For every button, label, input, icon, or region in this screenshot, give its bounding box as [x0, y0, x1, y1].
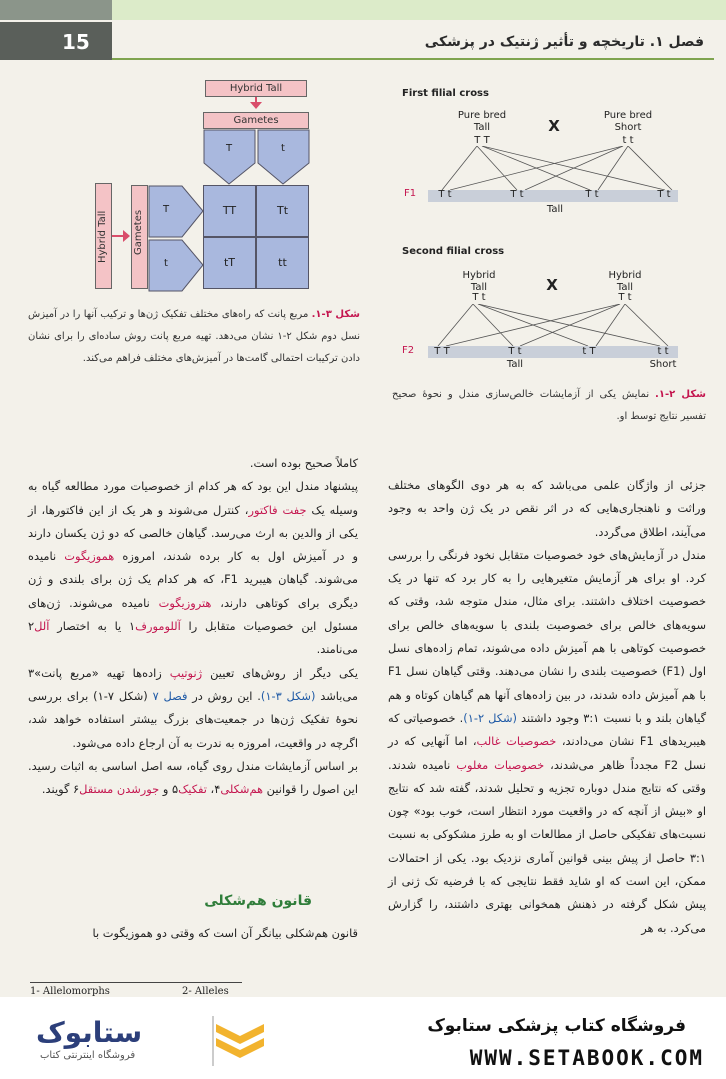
gamete-side-shapes [148, 185, 204, 293]
punnett-side-label: Hybrid Tall [97, 210, 108, 263]
f1-label: F1 [404, 188, 417, 199]
paragraph: جزئی از واژگان علمی می‌باشد که به هر دوی الگوهای مختلف وراثت و ناهنجاری‌هایی که در اثر نقص در یک ژن واحد به وجود می‌آیند، اطلاق می‌گردد. [388, 478, 706, 539]
shop-url[interactable]: WWW.SETABOOK.COM [469, 1046, 704, 1070]
f2-offspring: T t [508, 346, 522, 357]
gamete-side-t: t [164, 258, 168, 269]
second-parent-left: Hybrid Tall [462, 270, 496, 293]
first-cross-symbol: X [548, 117, 560, 135]
punnett-square-figure [90, 75, 320, 295]
figure-reference-link[interactable]: (شکل ۲-۱) [463, 710, 518, 725]
f2-offspring-label: Tall [506, 359, 524, 370]
left-column-text [28, 452, 358, 801]
f1-bar [428, 190, 678, 202]
page-number: 15 [62, 30, 90, 54]
arrow-down-icon [250, 102, 262, 109]
chapter-title: فصل ۱. تاریخچه و تأثیر ژنتیک در پزشکی [424, 34, 704, 50]
term-gene-pair: جفت فاکتور [248, 502, 307, 517]
punnett-cell: tT [203, 237, 256, 289]
text: ، کنترل می‌شوند و هر یک از این فاکتورها، از یکی از والدین به ارث می‌رسد. گیاهان خالصی که دو ژن یکسان دارند و در آمیزش اول به کار برده شدند، امروزه [28, 502, 358, 564]
punnett-gametes-side: Gametes [133, 209, 144, 255]
term-allele: آلل [34, 619, 50, 634]
term-homozygote: هموزیگوت [64, 549, 115, 564]
text: نامیده می‌شوند. ژن‌های مسئول این خصوصیات متقابل را [28, 595, 358, 634]
f1-offspring: T t [510, 189, 524, 200]
chapter-reference-link[interactable]: فصل ۷ [152, 688, 188, 703]
second-cross-title: Second filial cross [402, 246, 505, 257]
text: . این روش در [187, 688, 261, 703]
second-parent-left-genotype: T t [472, 292, 486, 303]
punnett-cell: tt [256, 237, 309, 289]
punnett-top-label: Hybrid Tall [205, 80, 307, 97]
term-segregation: تفکیک [178, 782, 207, 797]
punnett-cell: TT [203, 185, 256, 237]
caption-label: شکل ۲-۱. [655, 389, 706, 400]
gamete-side-T: T [162, 204, 170, 215]
f1-offspring: T t [657, 189, 671, 200]
caption-label: شکل ۳-۱. [311, 309, 360, 320]
first-parent-right: Pure bred Short [603, 110, 653, 133]
second-parent-right: Hybrid Tall [608, 270, 642, 293]
first-parent-right-genotype: t t [622, 135, 634, 146]
f2-offspring: T T [434, 346, 450, 357]
f2-offspring: t T [582, 346, 596, 357]
text: ۶ گویند. [41, 782, 80, 797]
paragraph [388, 544, 706, 940]
text: ، اما آنهایی که در نسل F2 مجدداً ظاهر می‌شدند، [388, 734, 706, 772]
punnett-gametes-top: Gametes [203, 112, 309, 129]
footnote-2: 2- Alleles [182, 986, 229, 997]
page-number-box [0, 22, 112, 60]
section-title: قانون هم‌شکلی [204, 893, 312, 909]
right-column-text [388, 474, 706, 940]
gamete-top-shapes [203, 129, 311, 185]
term-recessive: خصوصیات مغلوب [456, 757, 545, 772]
f2-offspring-label: Short [649, 359, 677, 370]
term-independent-assortment: جورشدن مستقل [79, 782, 160, 797]
left-column-section-text: قانون هم‌شکلی بیانگر آن است که وقتی دو هموزیگوت با [92, 926, 358, 940]
paragraph [28, 755, 358, 802]
footnote-divider [30, 982, 242, 983]
header-divider [112, 58, 714, 60]
caption-text: نمایش یکی از آزمایشات خالص‌سازی مندل و نحوهٔ صحیح تفسیر نتایج توسط او. [392, 389, 706, 422]
text: زاده‌ها تهیه «مربع پانت»۳ می‌باشد [28, 665, 359, 703]
figure-1-2-caption [392, 384, 706, 428]
gamete-top-t: t [281, 143, 285, 154]
second-cross-symbol: X [546, 276, 558, 294]
text: (شکل ۷-۱) برای بررسی نحوهٔ تفکیک ژن‌ها در جمعیت‌های بزرگ بیشتر استفاده خواهد شد، اگرچه در واقعیت، امروزه به ندرت به آن ارجاع داده می‌شود. [28, 688, 358, 750]
text: نامیده شدند. وقتی که نتایج مندل دوباره تجزیه و تحلیل شدند، گفته شد که نتایج او «بیش از آنچه که در واقعیت مورد انتظار است، خوب بود» چون نسبت‌های تفکیکی حاصل از مطالعات او به طرز مشکوکی به نسبت ۳:۱ حاصل از پیش بینی قوانین آماری نزدیک بود. یکی از احتمالات ممکن، این است که او شاید فقط نتایجی که با فرضیه تک ژنی از پیش شکل گرفته در ذهنش همخوانی بهتری داشتند، را گزارش می‌کرد. به هر [388, 757, 706, 935]
text: پیشنهاد مندل این بود که هر کدام از خصوصیات مورد مطالعه گیاه به وسیله یک [28, 479, 359, 517]
text: . خصوصیاتی که هیبریدهای F1 نشان می‌دادند، [388, 710, 706, 749]
term-uniformity: هم‌شکلی [220, 782, 264, 797]
paragraph [28, 475, 358, 661]
first-parent-left: Pure bred Tall [457, 110, 507, 133]
f2-bar [428, 346, 678, 358]
setabook-logo-icon [212, 1016, 268, 1066]
text: ۱ یا به اختصار [49, 619, 136, 634]
arrow-right-icon [123, 230, 130, 242]
shop-title: فروشگاه کتاب پزشکی ستابوک [427, 1016, 686, 1036]
f1-offspring: T t [585, 189, 599, 200]
caption-text: مربع پانت که راه‌های مختلف تفکیک ژن‌ها و ترکیب آنها را در آمیزش نسل دوم شکل ۲-۱ نشان می‌دهد. تهیه مربع پانت روش ساده‌ای را برای نشان دادن ترکیبات احتمالی گامت‌ها در آمیزش‌های مختلف فراهم می‌کند. [28, 309, 360, 364]
text: یکی دیگر از روش‌های تعیین [202, 665, 358, 680]
text: نامیده می‌شوند. گیاهان هیبرید F1، که هر کدام یک ژن برای بلندی و ژن دیگری برای کوتاهی دارند، [28, 549, 359, 610]
text: مندل در آزمایش‌های خود خصوصیات متقابل نخود فرنگی را بررسی کرد. او برای هر آزمایش متغیرهایی را به کار برد که تنها در یک خصوصیت اختلاف داشتند. برای مثال، مندل متوجه شد، وقتی که سویه‌های خالص برای خصوصیت بلندی با سویه‌های خالص برای خصوصیت کوتاهی با هم آمیزش داده می‌شوند، تمام زاده‌های نسل اول (F1) خصوصیت بلندی را نشان می‌دهند. وقتی گیاهان نسل F1 با هم آمیزش داده شدند، در بین زاده‌های آنها هم گیاهان کوتاه و هم گیاهان بلند و با نسبت ۳:۱ وجود داشتند [388, 547, 707, 725]
logo-wordmark: ستابوک [36, 1016, 143, 1049]
top-bar-accent [0, 0, 112, 20]
f2-offspring: t t [657, 346, 669, 357]
text: ۲ می‌نامند. [28, 619, 358, 657]
punnett-cell: Tt [256, 185, 309, 237]
text: ۴، [206, 782, 221, 797]
gamete-top-T: T [225, 143, 233, 154]
text: ۵ و [159, 782, 179, 797]
f1-offspring: T t [438, 189, 452, 200]
first-cross-lines [420, 146, 690, 192]
text: بر اساس آزمایشات مندل روی گیاه، سه اصل اساسی به اثبات رسید. این اصول را قوانین [28, 758, 358, 797]
f1-result: Tall [546, 204, 564, 215]
logo-subtitle: فروشگاه اینترنتی کتاب [40, 1050, 136, 1061]
second-parent-right-genotype: T t [618, 292, 632, 303]
f2-label: F2 [402, 345, 415, 356]
first-cross-title: First filial cross [402, 88, 489, 99]
term-allelomorph: آللومورف [135, 619, 181, 634]
footnote-1: 1- Allelomorphs [30, 986, 110, 997]
term-dominant: خصوصیات غالب [476, 734, 557, 749]
figure-1-3-caption [28, 304, 360, 370]
first-parent-left-genotype: T T [474, 135, 490, 146]
paragraph [28, 662, 358, 755]
paragraph: کاملاً صحیح بوده است. [249, 456, 358, 470]
term-genotype: ژنوتیپ [169, 665, 203, 680]
second-cross-lines [420, 304, 690, 348]
term-heterozygote: هتروزیگوت [158, 595, 212, 610]
figure-reference-link[interactable]: (شکل ۳-۱) [260, 688, 316, 703]
